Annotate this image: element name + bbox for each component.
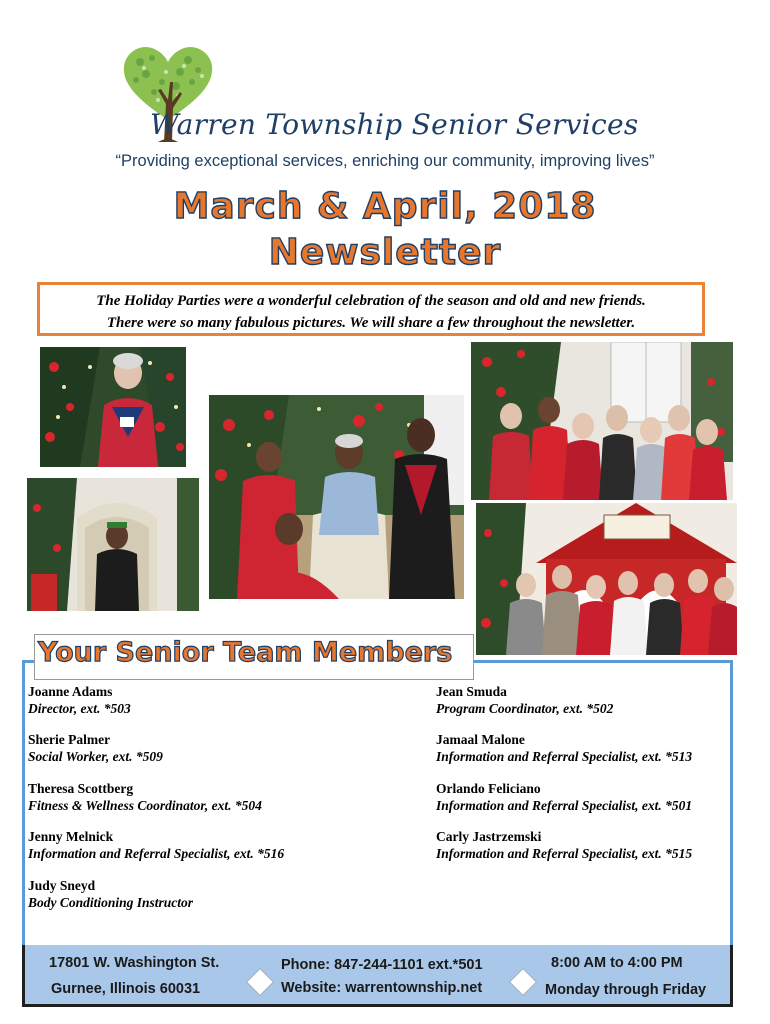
team-member xyxy=(28,828,284,862)
member-role: Program Coordinator, ext. *502 xyxy=(436,701,614,716)
intro-box xyxy=(37,282,705,336)
diamond-divider-icon xyxy=(509,968,537,996)
team-member xyxy=(436,828,692,862)
office-hours-days: Monday through Friday xyxy=(545,982,707,998)
member-role: Body Conditioning Instructor xyxy=(28,895,194,910)
member-role: Fitness & Wellness Coordinator, ext. *504 xyxy=(28,798,262,813)
member-role: Director, ext. *503 xyxy=(28,701,131,716)
office-hours-time: 8:00 AM to 4:00 PM xyxy=(551,955,683,971)
address-line-1: 17801 W. Washington St. xyxy=(49,955,220,971)
member-name: Jamaal Malone xyxy=(436,732,525,747)
diamond-divider-icon xyxy=(246,968,274,996)
member-name: Judy Sneyd xyxy=(28,878,96,893)
member-name: Sherie Palmer xyxy=(28,732,111,747)
team-heading: Your Senior Team Members xyxy=(38,637,453,668)
contact-footer xyxy=(22,945,733,1007)
tagline: “Providing exceptional services, enriching our community, improving lives” xyxy=(115,152,655,170)
newsletter-title: Newsletter xyxy=(268,232,502,273)
member-role: Information and Referral Specialist, ext. *515 xyxy=(436,846,693,861)
member-role: Information and Referral Specialist, ext. *516 xyxy=(28,846,285,861)
newsletter-title-date: March & April, 2018 xyxy=(173,186,597,227)
address-line-2: Gurnee, Illinois 60031 xyxy=(51,981,201,997)
holiday-party-photo-woman-at-tree xyxy=(40,347,186,467)
team-member xyxy=(28,731,163,765)
member-name: Jean Smuda xyxy=(436,684,507,699)
member-role: Information and Referral Specialist, ext. *513 xyxy=(436,749,693,764)
intro-line-2: There were so many fabulous pictures. We will share a few throughout the newsletter. xyxy=(106,315,636,331)
holiday-party-photo-group-red-sweaters xyxy=(471,342,733,500)
team-member xyxy=(436,683,613,717)
website: Website: warrentownship.net xyxy=(281,980,483,996)
team-member xyxy=(28,877,193,911)
member-name: Carly Jastrzemski xyxy=(436,829,542,844)
member-name: Jenny Melnick xyxy=(28,829,114,844)
holiday-party-photo-group-sitting xyxy=(209,395,464,599)
team-member xyxy=(28,780,262,814)
holiday-party-photo-man-in-chair xyxy=(27,478,199,611)
phone-number: Phone: 847-244-1101 ext.*501 xyxy=(281,957,483,973)
team-member xyxy=(28,683,131,717)
holiday-party-photo-santas-workshop xyxy=(476,503,737,655)
member-role: Social Worker, ext. *509 xyxy=(28,749,163,764)
organization-name: Warren Township Senior Services xyxy=(150,108,639,141)
team-member xyxy=(436,780,692,814)
member-role: Information and Referral Specialist, ext. *501 xyxy=(436,798,693,813)
member-name: Joanne Adams xyxy=(28,684,113,699)
member-name: Orlando Feliciano xyxy=(436,781,541,796)
intro-line-1: The Holiday Parties were a wonderful celebration of the season and old and new friends. xyxy=(96,293,646,309)
team-member xyxy=(436,731,692,765)
member-name: Theresa Scottberg xyxy=(28,781,134,796)
